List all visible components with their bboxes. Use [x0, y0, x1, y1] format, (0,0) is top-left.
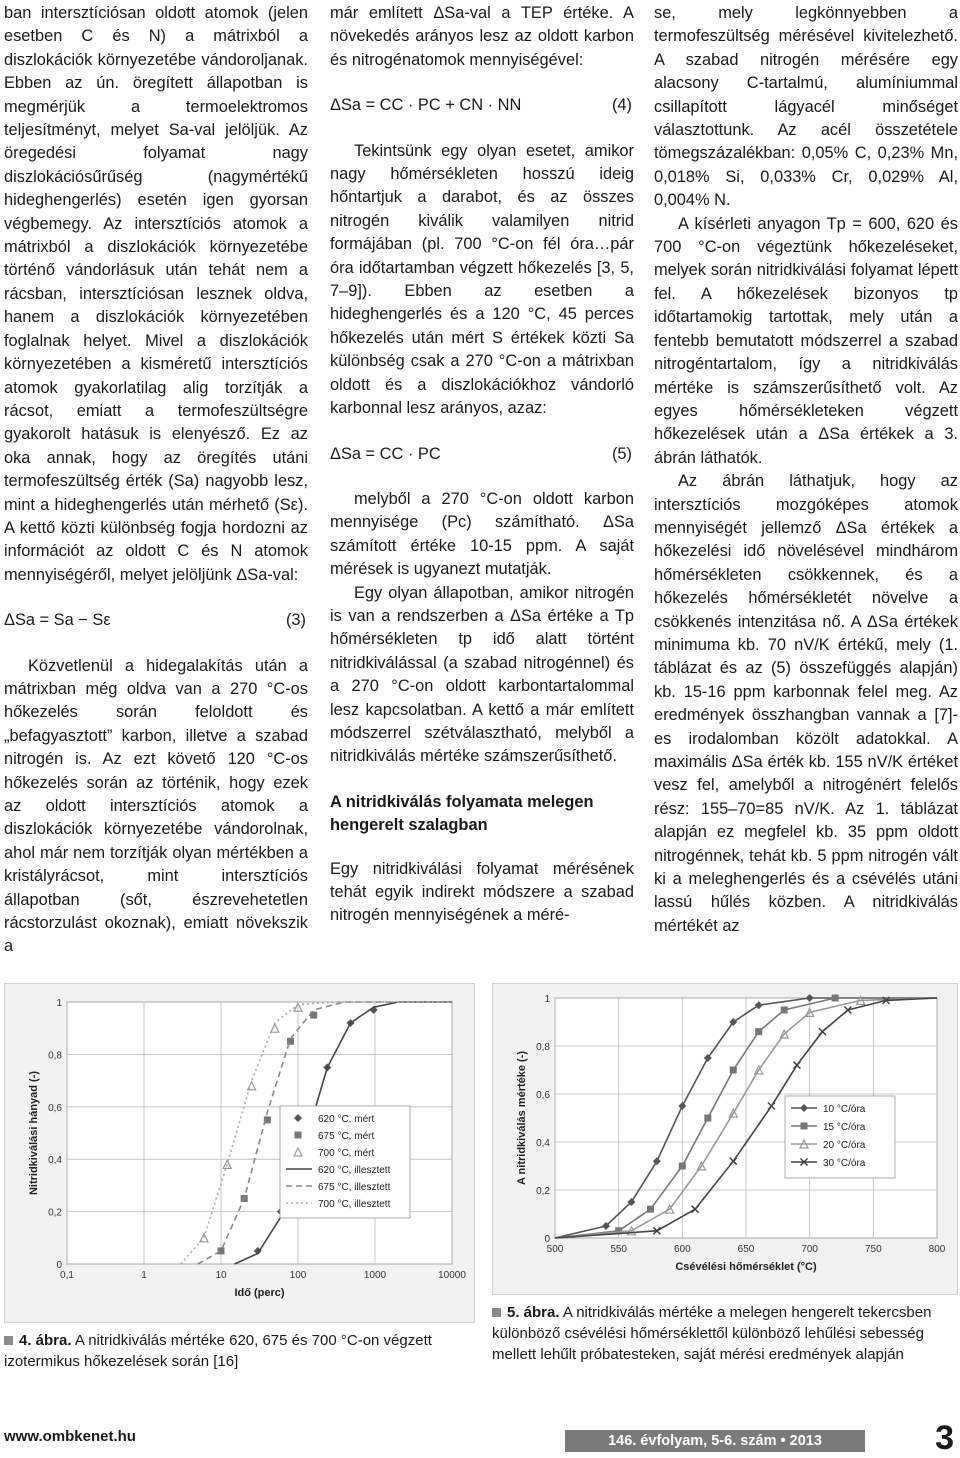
x-axis-label: Idő (perc) [234, 1287, 285, 1299]
caption-label: 4. ábra. [19, 1332, 72, 1349]
x-tick-label: 0,1 [60, 1270, 74, 1281]
x-tick-label: 500 [546, 1244, 564, 1255]
y-tick-label: 0,2 [48, 1207, 62, 1219]
x-tick-label: 800 [928, 1244, 946, 1255]
data-point-square [295, 1132, 302, 1139]
y-tick-label: 0,6 [48, 1102, 62, 1114]
square-bullet-icon [492, 1308, 501, 1317]
x-tick-label: 700 [801, 1244, 819, 1255]
caption-text: A nitridkiválás mértéke a melegen hengerelt tekercsben különböző csévélési hőmérséklettől különböző lehűlési sebesség mellett lehűlt próbatesteken, saját mérési eredmények alapján [492, 1304, 932, 1363]
paragraph: Az ábrán láthatjuk, hogy az intersztíciós mozgóképes atomok mennyiségét jellemző ΔSa értékek a hőkezelési idő növelésével mindhárom hőmérsékleten csökkennek, és a hőkezelés hőmérsékletét növelve a csökkenés intenzitása nő. A ΔSa értékek minimuma kb. 70 nV/K értékű, mely (1. táblázat és az (5) összefüggés alapján) kb. 15-16 ppm karbonnak felel meg. Az eredmények összhangban vannak a [7]-es irodalomban közölt adatokkal. A maximális ΔSa érték kb. 155 nV/K értéket vesz fel, amelyből a nitrogénért felelős rész: 155–70=85 nV/K. Az 1. táblázat alapján ez megfelel kb. 35 ppm oldott nitrogénnek, tehát kb. 5 ppm nitrogén vált ki a meleghengerlés és a csévélés utáni lassú hűlés közben. A nitridkiválás mértékét az [654, 472, 958, 935]
figure-5-caption [492, 1302, 954, 1365]
y-tick-label: 0,4 [536, 1138, 550, 1149]
data-point-square [704, 1115, 711, 1122]
legend-label: 15 °C/óra [823, 1122, 866, 1133]
x-tick-label: 750 [864, 1244, 882, 1255]
text-column-3 [654, 2, 958, 938]
y-tick-label: 0,4 [48, 1155, 62, 1167]
caption-label: 5. ábra. [507, 1304, 560, 1321]
y-axis-label: A nitridkiválás mértéke (-) [516, 1050, 528, 1186]
paragraph: Egy nitridkiválási folyamat mérésének tehát egyik indirekt módszere a szabad nitrogén mennyiségének a méré- [330, 859, 634, 925]
y-tick-label: 0,2 [536, 1186, 550, 1197]
data-point-square [730, 1067, 737, 1074]
figure-5-svg [493, 984, 957, 1294]
x-axis-label: Csévélési hőmérséklet (°C) [675, 1261, 817, 1273]
figure-5-chart [492, 983, 958, 1295]
paragraph: ban intersztíciósan oldott atomok (jelen esetben C és N) a mátrixból a diszlokációk környezetébe vándoroljanak. Ebben az ún. öregített állapotban is megmérjük a termoelektromos teljesítményt, melyet Sa-val jelöljük. Az öregedési folyamat nagy diszlokációsűrűség (nagymértékű hideghengerlés) esetén igen gyorsan végbemegy. Az intersztíciós atomok a mátrixból a diszlokációk környezetébe történő vándorlásuk után tehát nem a rácsban, intersztíciósan lesznek oldva, hanem a diszlokációk környezetében foglalnak helyet. Mivel a diszlokációk környezetében a kisméretű intersztíciós atomok gyakorlatilag alig torzítják a rácsot, emiatt a termofeszültségre gyakorolt hatásuk is elenyésző. Ez az oka annak, hogy az öregítés utáni termofeszültség érték (Sa) nagyobb lesz, mint a hideghengerlés után mérhető (Sε). A kettő közti különbség fogja hordozni az információt az oldott C és N atomok mennyiségéről, melyet jelöljünk ΔSa-val: [4, 4, 308, 584]
issue-info: 146. évfolyam, 5-6. szám • 2013 [565, 1430, 865, 1452]
data-point-square [679, 1163, 686, 1170]
equation-3 [4, 609, 308, 632]
paragraph: Egy olyan állapotban, amikor nitrogén is van a rendszerben a ΔSa értéke a Tp hőmérsékleten tp idő alatt történt nitridkiválással (a szabad nitrogénnel) és a 270 °C-on oldott karbontartalommal lesz kapcsolatban. A kettő a már említett módszerrel szétválasztható, melyből a nitridkiválás mértéke számszerűsíthető. [330, 583, 634, 766]
data-point-square [781, 1007, 788, 1014]
paragraph: se, mely legkönnyebben a termofeszültség mérésével kivitelezhető. A szabad nitrogén mérésére egy alacsony C-tartalmú, alumíniummal csillapított lágyacél minőséget választottunk. Az acél összetétele tömegszázalékban: 0,05% C, 0,23% Mn, 0,018% Si, 0,033% Cr, 0,029% Al, 0,004% N. [654, 4, 958, 210]
figure-4-chart [4, 983, 475, 1323]
y-axis-label: Nitridkiválási hányad (-) [28, 1070, 40, 1196]
square-bullet-icon [4, 1336, 13, 1345]
paragraph: A kísérleti anyagon Tp = 600, 620 és 700 °C-on végeztünk hőkezeléseket, melyek során nitridkiválási folyamat lépett fel. A hőkezelések bizonyos tp időtartamokig tartottak, mely után a fentebb bemutatott módszerrel a szabad nitrogéntartalom, így a nitridkiválás mértéke is számszerűsíthető volt. Az egyes hőmérsékleteken végzett hőkezelések után a ΔSa értékek a 3. ábrán láthatók. [654, 214, 958, 467]
legend-label: 620 °C, illesztett [318, 1165, 391, 1176]
legend-label: 30 °C/óra [823, 1158, 866, 1169]
paragraph: Tekintsünk egy olyan esetet, amikor nagy hőmérsékleten hosszú ideig hőntartjuk a darabot, és az összes nitrogén kiválik valamilyen nitrid formájában (pl. 700 °C-on fél óra…pár óra időtartamban végzett hőkezelés [3, 5, 7–9]). Ebben az esetben a hideghengerlés és a 120 °C, 45 perces hőkezelés után mért S értékek közti Sa különbség csak a 270 °C-on a mátrixban oldott és a diszlokációkhoz vándorló karbonnal lesz arányos, azaz: [330, 141, 634, 418]
paragraph: Közvetlenül a hidegalakítás után a mátrixban még oldva van a 270 °C-os hőkezelés során feloldott és „befagyasztott” karbon, illetve a szabad nitrogén is. Az ezt követő 120 °C-os hőkezelés során az történik, hogy ezek az oldott intersztíciós atomok a diszlokációk környezetébe vándorolnak, ahol már nem torzítják olyan mértékben a kristályrácsot, mint intersztíciós állapotban (sőt, észrevehetetlen rácstorzulást okoznak), emiatt növekszik a [4, 656, 308, 956]
equation-number: (4) [611, 96, 632, 115]
legend-label: 700 °C, illesztett [318, 1199, 391, 1210]
y-tick-label: 0 [544, 1234, 550, 1245]
x-tick-label: 100 [289, 1270, 307, 1281]
x-tick-label: 600 [673, 1244, 691, 1255]
data-point-square [832, 995, 839, 1002]
website-link[interactable]: www.ombkenet.hu [4, 1428, 136, 1445]
y-tick-label: 1 [544, 994, 550, 1005]
equation-number: (5) [611, 444, 632, 463]
y-tick-label: 0,8 [48, 1050, 62, 1062]
figure-4-svg [5, 984, 474, 1322]
legend-label: 20 °C/óra [823, 1140, 866, 1151]
equation-text: ΔSa = CC · PC [330, 444, 441, 463]
text-column-2 [330, 2, 634, 928]
caption-text: A nitridkiválás mértéke 620, 675 és 700 °C-on végzett izotermikus hőkezelések során [16] [4, 1332, 432, 1370]
x-tick-label: 10000 [438, 1270, 466, 1281]
equation-4 [330, 94, 634, 117]
y-tick-label: 0,6 [536, 1090, 550, 1101]
y-tick-label: 0,8 [536, 1042, 550, 1053]
page-number: 3 [935, 1419, 954, 1457]
x-tick-label: 550 [610, 1244, 628, 1255]
paragraph: már említett ΔSa-val a TEP értéke. A növekedés arányos lesz az oldott karbon és nitrogénatomok mennyiségével: [330, 4, 634, 69]
paragraph: melyből a 270 °C-on oldott karbon mennyisége (Pc) számítható. ΔSa számított értéke 10-15 ppm. A saját mérések is ugyanezt mutatják. [330, 489, 634, 579]
text-column-1 [4, 2, 308, 959]
data-point-square [218, 1247, 225, 1254]
equation-text: ΔSa = CC · PC + CN · NN [330, 96, 522, 115]
x-tick-label: 10 [215, 1270, 227, 1281]
equation-number: (3) [285, 611, 306, 630]
page-footer [0, 1418, 960, 1458]
data-point-square [801, 1123, 808, 1130]
legend-label: 675 °C, mért [318, 1131, 375, 1142]
section-heading: A nitridkiválás folyamata melegen hengerelt szalagban [330, 792, 594, 835]
x-tick-label: 1 [141, 1270, 147, 1281]
legend-label: 675 °C, illesztett [318, 1182, 391, 1193]
equation-text: ΔSa = Sa − Sε [4, 611, 111, 630]
legend-label: 10 °C/óra [823, 1104, 866, 1115]
y-tick-label: 1 [56, 998, 62, 1009]
equation-5 [330, 443, 634, 466]
x-tick-label: 1000 [363, 1270, 387, 1281]
x-tick-label: 650 [737, 1244, 755, 1255]
y-tick-label: 0 [56, 1260, 62, 1271]
legend-label: 700 °C, mért [318, 1148, 375, 1159]
figure-4-caption [4, 1330, 474, 1372]
data-point-square [755, 1028, 762, 1035]
data-point-square [647, 1206, 654, 1213]
legend-label: 620 °C, mért [318, 1114, 375, 1125]
